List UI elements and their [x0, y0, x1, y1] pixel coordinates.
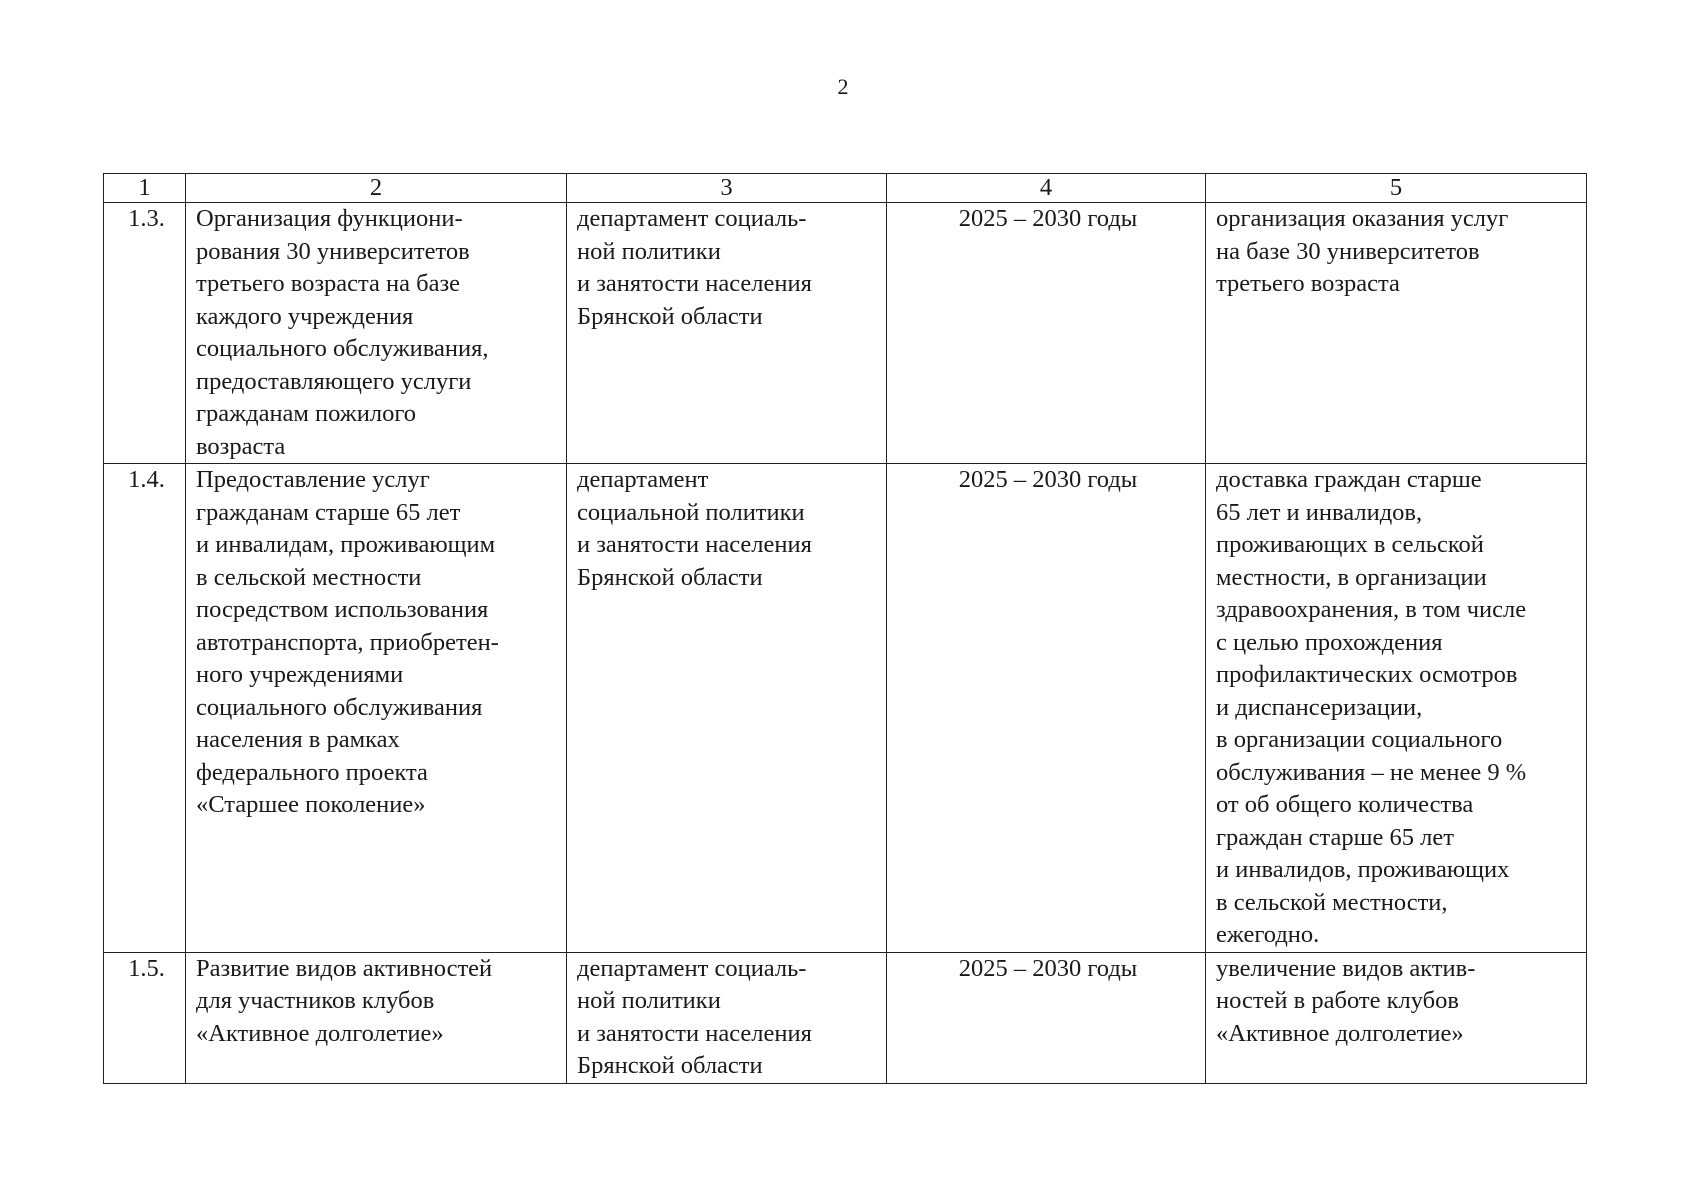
measures-table — [103, 173, 1587, 1084]
text-line: населения в рамках — [196, 726, 400, 753]
text-line: здравоохранения, в том числе — [1216, 596, 1527, 623]
text-line: федерального проекта — [196, 758, 428, 786]
column-header: 1 — [104, 174, 186, 203]
column-header: 4 — [887, 174, 1206, 203]
text-line: третьего возраста — [1216, 270, 1400, 297]
text-line: социального обслуживания — [196, 693, 483, 721]
result-cell — [1206, 203, 1587, 464]
responsible-cell — [567, 952, 887, 1083]
row-number: 1.3. — [104, 203, 186, 464]
row-number: 1.5. — [104, 952, 186, 1083]
result-cell — [1206, 464, 1587, 953]
text-line: возраста — [196, 432, 286, 460]
column-header: 3 — [567, 174, 887, 203]
text-line: и занятости населения — [577, 1019, 812, 1047]
text-line: граждан старше 65 лет — [1216, 823, 1454, 851]
measure-cell — [186, 464, 567, 953]
column-header: 2 — [186, 174, 567, 203]
text-line: социальной политики — [577, 498, 805, 526]
text-line: в сельской местности — [196, 563, 422, 591]
text-line: Предоставление услуг — [196, 466, 430, 493]
period-cell: 2025 – 2030 годы — [887, 203, 1206, 464]
text-line: департамент социаль- — [577, 205, 807, 232]
text-line: Развитие видов активностей — [196, 954, 493, 982]
text-line: от об общего количества — [1216, 791, 1474, 818]
row-number: 1.4. — [104, 464, 186, 953]
text-line: ной политики — [577, 987, 721, 1014]
text-line: местности, в организации — [1216, 563, 1487, 591]
result-cell — [1206, 952, 1587, 1083]
measure-cell — [186, 952, 567, 1083]
text-line: автотранспорта, приобретен- — [196, 628, 499, 656]
text-line: гражданам старше 65 лет — [196, 498, 461, 526]
responsible-cell — [567, 203, 887, 464]
text-line: профилактических осмотров — [1216, 661, 1518, 688]
responsible-cell — [567, 464, 887, 953]
text-line: посредством использования — [196, 596, 489, 623]
text-line: и занятости населения — [577, 531, 812, 558]
text-line: в сельской местности, — [1216, 888, 1448, 916]
text-line: Брянской области — [577, 1052, 763, 1079]
text-line: каждого учреждения — [196, 302, 414, 330]
text-line: обслуживания – не менее 9 % — [1216, 758, 1527, 786]
table-header-row — [104, 174, 1587, 203]
text-line: департамент — [577, 466, 709, 493]
text-line: и инвалидов, проживающих — [1216, 856, 1510, 883]
measure-cell — [186, 203, 567, 464]
text-line: в организации социального — [1216, 726, 1503, 753]
text-line: ного учреждениями — [196, 661, 404, 688]
text-line: «Активное долголетие» — [1216, 1019, 1464, 1047]
text-line: Брянской области — [577, 302, 763, 330]
text-line: «Старшее поколение» — [196, 791, 426, 818]
text-line: ностей в работе клубов — [1216, 987, 1459, 1014]
text-line: проживающих в сельской — [1216, 531, 1484, 558]
text-line: Организация функциони- — [196, 205, 463, 232]
page-number: 2 — [837, 74, 849, 99]
text-line: и занятости населения — [577, 270, 812, 297]
text-line: «Активное долголетие» — [196, 1019, 444, 1047]
column-header: 5 — [1206, 174, 1587, 203]
text-line: гражданам пожилого — [196, 400, 417, 427]
text-line: предоставляющего услуги — [196, 367, 472, 395]
table-row — [104, 464, 1587, 953]
period-cell: 2025 – 2030 годы — [887, 464, 1206, 953]
table-row — [104, 203, 1587, 464]
text-line: рования 30 университетов — [196, 237, 470, 265]
period-cell: 2025 – 2030 годы — [887, 952, 1206, 1083]
text-line: для участников клубов — [196, 987, 435, 1014]
text-line: с целью прохождения — [1216, 628, 1443, 656]
text-line: доставка граждан старше — [1216, 466, 1482, 493]
text-line: и диспансеризации, — [1216, 693, 1423, 721]
text-line: на базе 30 университетов — [1216, 237, 1480, 265]
text-line: третьего возраста на базе — [196, 270, 461, 297]
table-row — [104, 952, 1587, 1083]
text-line: социального обслуживания, — [196, 335, 489, 362]
text-line: организация оказания услуг — [1216, 205, 1509, 232]
text-line: ной политики — [577, 237, 721, 265]
text-line: и инвалидам, проживающим — [196, 531, 496, 558]
text-line: 65 лет и инвалидов, — [1216, 498, 1423, 526]
text-line: департамент социаль- — [577, 954, 807, 982]
text-line: Брянской области — [577, 563, 763, 591]
text-line: увеличение видов актив- — [1216, 954, 1476, 982]
text-line: ежегодно. — [1216, 921, 1320, 948]
